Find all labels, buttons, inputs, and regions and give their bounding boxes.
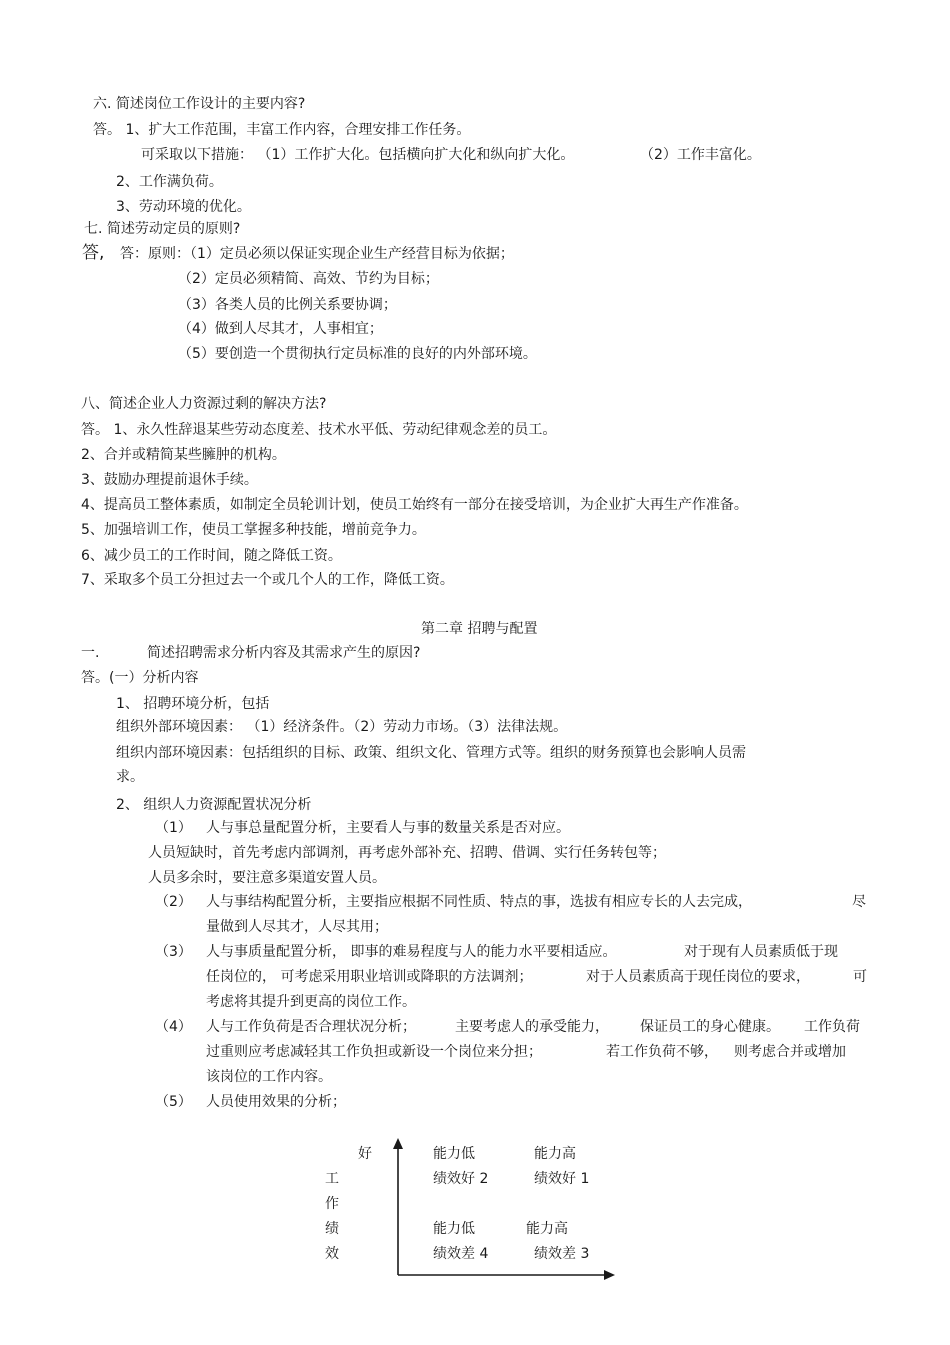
item-4-line-2-end: 则考虑合并或增加 xyxy=(734,1044,846,1060)
s7-principle-4: （4）做到人尽其才，人事相宜； xyxy=(178,321,383,337)
quadrant-1-ability: 能力高 xyxy=(534,1146,576,1162)
s6-answer-1: 答。 1、扩大工作范围，丰富工作内容，合理安排工作任务。 xyxy=(93,122,471,138)
s6-answer-1-measures: 可采取以下措施： （1）工作扩大化。包括横向扩大化和纵向扩大化。 xyxy=(141,147,575,163)
s7-principle-2: （2）定员必须精简、高效、节约为目标； xyxy=(178,271,439,287)
ch2-point-1-title: 1、 招聘环境分析，包括 xyxy=(116,696,270,712)
item-3-line-1-end: 对于现有人员素质低于现 xyxy=(684,944,838,960)
ch2-point-2-title: 2、 组织人力资源配置状况分析 xyxy=(116,797,312,813)
item-2-number: （2） xyxy=(155,894,192,910)
s6-answer-3: 3、劳动环境的优化。 xyxy=(116,199,251,215)
item-2-line-1-end: 尽 xyxy=(852,894,866,910)
item-3-line-3: 考虑将其提升到更高的岗位工作。 xyxy=(206,994,416,1010)
s7-answer-mark: 答, xyxy=(82,243,105,263)
item-4-line-1: 人与工作负荷是否合理状况分析； xyxy=(206,1019,416,1035)
item-3-line-2: 任岗位的， 可考虑采用职业培训或降职的方法调剂； xyxy=(206,969,533,985)
ch2-answer-heading: 答。(一）分析内容 xyxy=(81,670,199,686)
y-axis-label-char-1: 工 xyxy=(325,1171,339,1187)
item-3-number: （3） xyxy=(155,944,192,960)
s7-question: 七. 简述劳动定员的原则? xyxy=(84,221,241,237)
s6-answer-2: 2、工作满负荷。 xyxy=(116,174,223,190)
quadrant-2-performance: 绩效好 2 xyxy=(433,1171,489,1187)
s8-item-3: 3、鼓励办理提前退休手续。 xyxy=(81,472,258,488)
chapter-title: 第二章 招聘与配置 xyxy=(421,621,538,637)
s8-item-2: 2、合并或精简某些臃肿的机构。 xyxy=(81,447,286,463)
y-axis-label-char-4: 效 xyxy=(325,1246,339,1262)
item-2-line-1: 人与事结构配置分析，主要指应根据不同性质、特点的事，选拔有相应专长的人去完成， xyxy=(206,894,752,910)
s7-answer-line: 答：原则：（1）定员必须以保证实现企业生产经营目标为依据； xyxy=(120,246,514,262)
s8-question: 八、简述企业人力资源过剩的解决方法? xyxy=(81,396,327,412)
quadrant-4-performance: 绩效差 4 xyxy=(433,1246,489,1262)
s6-answer-1-measure-2: （2）工作丰富化。 xyxy=(640,147,761,163)
s8-item-7: 7、采取多个员工分担过去一个或几个人的工作，降低工资。 xyxy=(81,572,454,588)
item-1-text: 人与事总量配置分析，主要看人与事的数量关系是否对应。 xyxy=(206,820,570,836)
s7-principle-5: （5）要创造一个贯彻执行定员标准的良好的内外部环境。 xyxy=(178,346,537,362)
item-2-line-2: 量做到人尽其才，人尽其用； xyxy=(206,919,388,935)
y-axis-top-label: 好 xyxy=(358,1146,372,1162)
item-4-line-1-b: 主要考虑人的承受能力， xyxy=(455,1019,609,1035)
item-4-line-3: 该岗位的工作内容。 xyxy=(206,1069,332,1085)
item-4-number: （4） xyxy=(155,1019,192,1035)
quadrant-3-performance: 绩效差 3 xyxy=(534,1246,590,1262)
quadrant-1-performance: 绩效好 1 xyxy=(534,1171,590,1187)
ch2-point-1-external: 组织外部环境因素： （1）经济条件。（2）劳动力市场。（3）法律法规。 xyxy=(116,719,568,735)
ch2-question-number: 一. xyxy=(81,645,100,661)
s8-item-5: 5、加强培训工作，使员工掌握多种技能，增前竞争力。 xyxy=(81,522,426,538)
ch2-question: 简述招聘需求分析内容及其需求产生的原因? xyxy=(147,645,421,661)
y-axis-label-char-3: 绩 xyxy=(325,1221,339,1237)
x-axis-arrow xyxy=(604,1270,615,1280)
item-4-line-1-c: 保证员工的身心健康。 xyxy=(640,1019,780,1035)
item-1-surplus: 人员多余时，要注意多渠道安置人员。 xyxy=(148,870,386,886)
item-3-line-1: 人与事质量配置分析， 即事的难易程度与人的能力水平要相适应。 xyxy=(206,944,617,960)
item-4-line-2: 过重则应考虑减轻其工作负担或新设一个岗位来分担； xyxy=(206,1044,542,1060)
item-5-text: 人员使用效果的分析； xyxy=(206,1094,346,1110)
item-1-shortage: 人员短缺时，首先考虑内部调剂，再考虑外部补充、招聘、借调、实行任务转包等； xyxy=(148,845,666,861)
item-4-line-2-mid: 若工作负荷不够， xyxy=(606,1044,718,1060)
ch2-point-1-internal: 组织内部环境因素：包括组织的目标、政策、组织文化、管理方式等。组织的财务预算也会影响人员需 xyxy=(116,745,746,761)
item-3-line-2-mid: 对于人员素质高于现任岗位的要求， xyxy=(586,969,810,985)
item-5-number: （5） xyxy=(155,1094,192,1110)
s6-question: 六. 简述岗位工作设计的主要内容? xyxy=(93,96,306,112)
item-3-line-2-end: 可 xyxy=(853,969,867,985)
item-4-line-1-end: 工作负荷 xyxy=(804,1019,860,1035)
s8-answer-1: 答。 1、永久性辞退某些劳动态度差、技术水平低、劳动纪律观念差的员工。 xyxy=(81,422,557,438)
s7-principle-3: （3）各类人员的比例关系要协调； xyxy=(178,297,397,313)
y-axis-arrow xyxy=(393,1138,403,1149)
y-axis-label-char-2: 作 xyxy=(325,1196,339,1212)
ch2-point-1-internal-cont: 求。 xyxy=(116,769,144,785)
quadrant-2-ability: 能力低 xyxy=(433,1146,475,1162)
s8-item-4: 4、提高员工整体素质，如制定全员轮训计划，使员工始终有一部分在接受培训，为企业扩大再生产作准备。 xyxy=(81,497,748,513)
quadrant-3-ability: 能力高 xyxy=(526,1221,568,1237)
quadrant-4-ability: 能力低 xyxy=(433,1221,475,1237)
s8-item-6: 6、减少员工的工作时间，随之降低工资。 xyxy=(81,548,342,564)
item-1-number: （1） xyxy=(155,820,192,836)
